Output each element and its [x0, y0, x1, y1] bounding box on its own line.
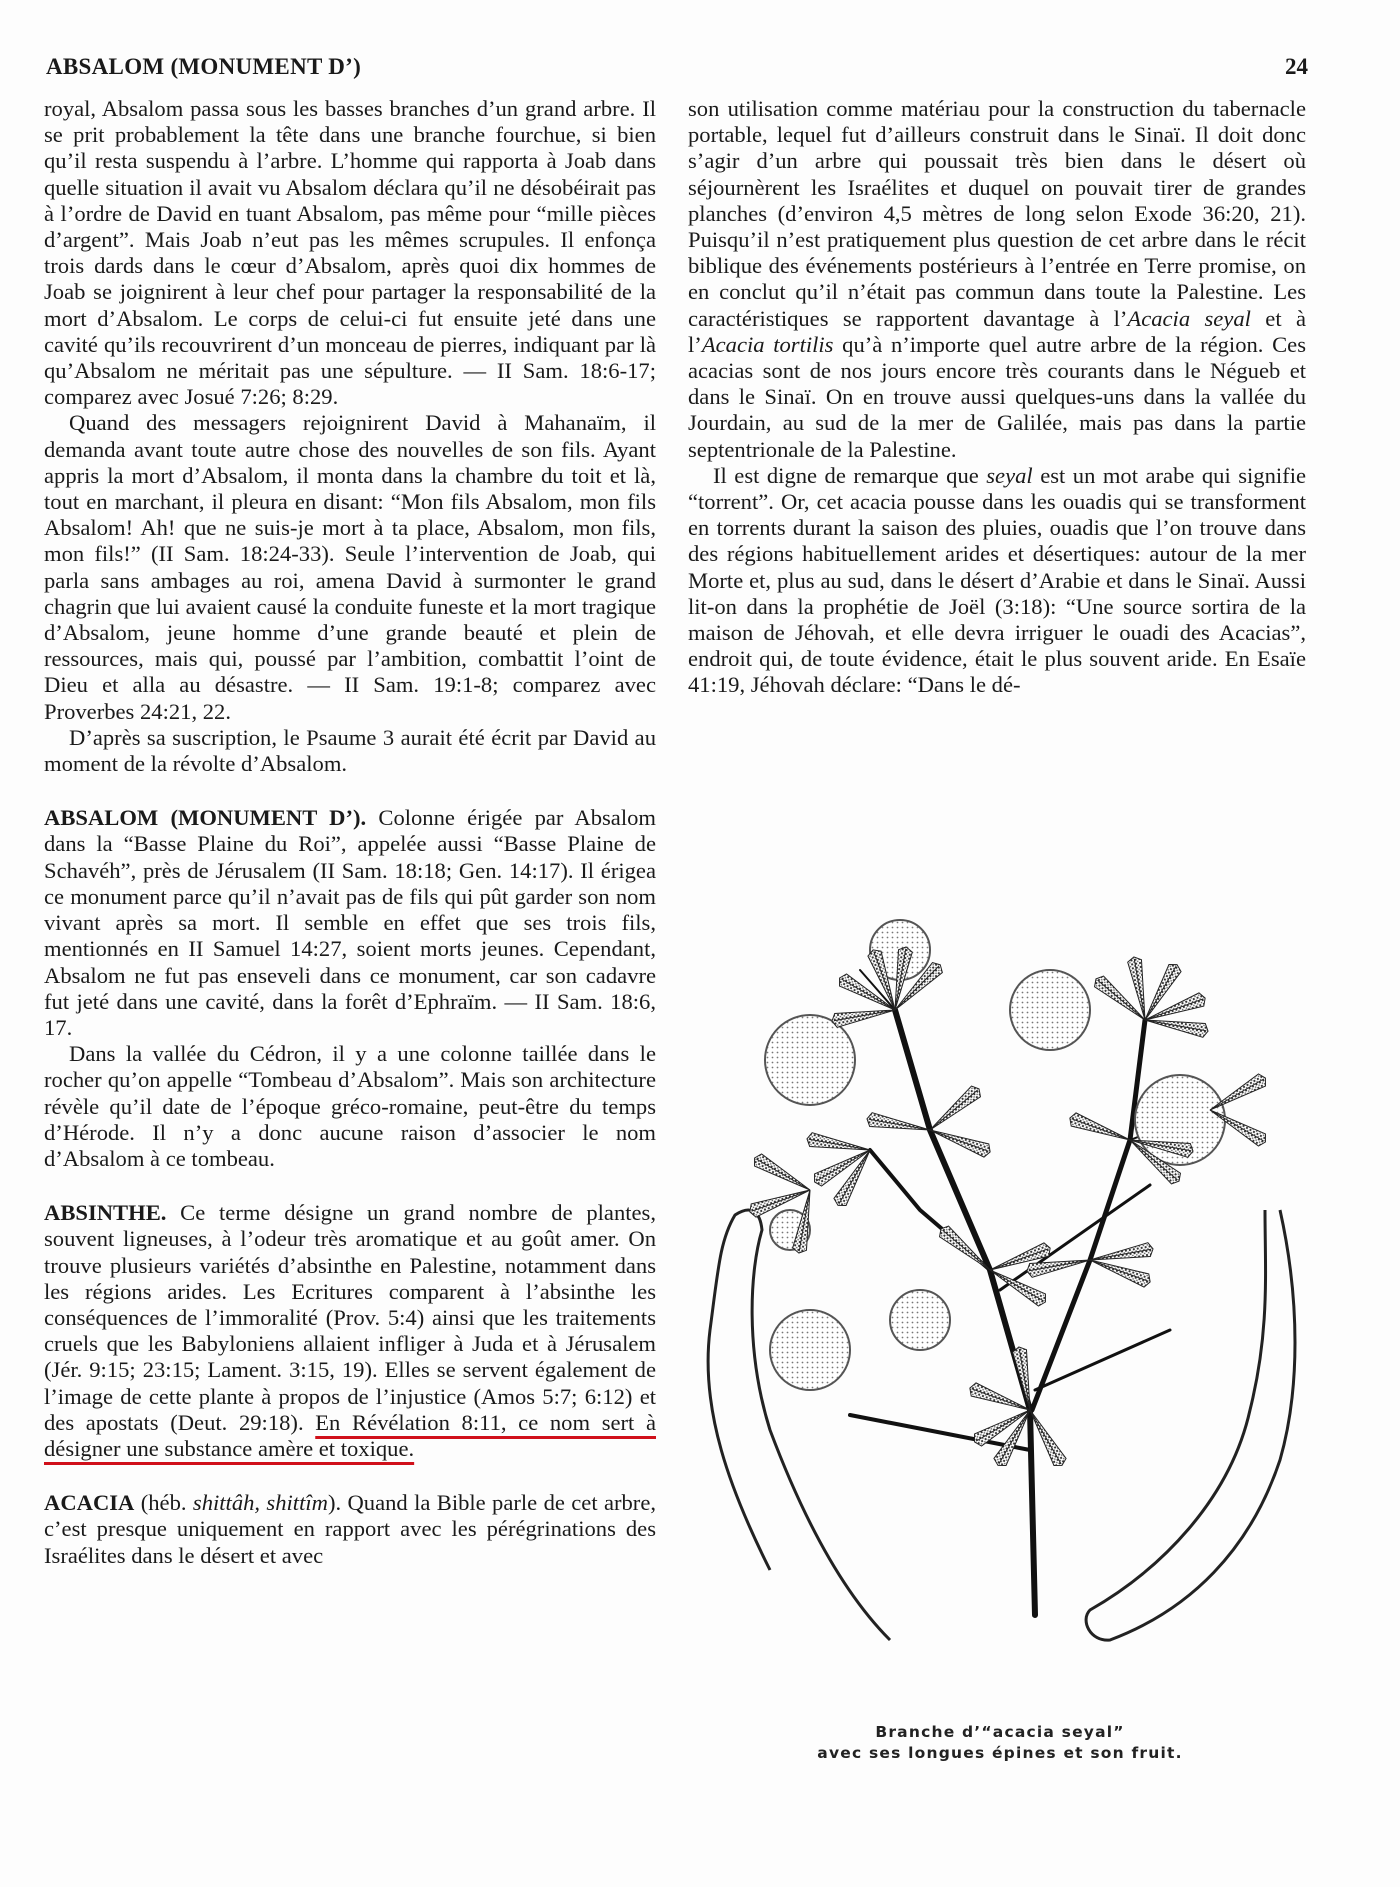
flower-heads — [765, 920, 1225, 1390]
highlighted-passage: En Révélation 8:11, ce nom sert à désigner une substance amère et toxique. — [44, 1409, 656, 1461]
species-name: Acacia tortilis — [701, 331, 834, 357]
entry-text: Colonne érigée par Absalom dans la “Basse Plaine du Roi”, appelée aussi “Basse Plaine de Schavéh”, près de Jérusalem (II Sam. 18:18; Gen. 14:17). Il érigea ce monument parce qu’il n’avait pas de fils qui pût garder son nom vivant après sa mort. Il semble en effet que ses trois fils, mentionnés en II Samuel 14:27, soient morts jeunes. Cependant, Absalom ne fut pas enseveli dans ce monument, car son cadavre fut jeté dans une cavité, dans la forêt d’Ephraïm. — II Sam. 18:6, 17. — [44, 805, 656, 1040]
entry-text: Ce terme désigne un grand nombre de plantes, souvent ligneuses, à l’odeur très aromatique et au goût amer. On trouve plusieurs variétés d’absinthe en Palestine, notamment dans les régions arides. Les Ecritures comparent à l’absinthe les conséquences de l’immoralité (Prov. 5:4) ainsi que les traitements cruels que les Babyloniens allaient infliger à Juda et à Jérusalem (Jér. 9:15; 23:15; Lament. 3:15, 19). Elles se servent également de l’image de cette plante à propos de l’injustice (Amos 5:7; 6:12) et des apostats (Deut. 29:18). — [44, 1200, 656, 1435]
caption-line: Branche d’“acacia seyal” — [875, 1723, 1125, 1741]
arabic-term: seyal — [986, 462, 1033, 488]
right-column — [688, 96, 1306, 699]
seed-pod-right — [1086, 1210, 1295, 1640]
headword: ABSALOM (MONUMENT D’). — [44, 805, 367, 831]
entry-text: (héb. — [134, 1490, 193, 1516]
acacia-branch-drawing — [690, 850, 1310, 1690]
hebrew-term: shittâh, shittîm — [192, 1490, 328, 1516]
entry-text: ). Quand la Bible parle de cet arbre, c’est presque uniquement en rapport avec les pérégrinations des Israélites dans le désert et avec — [44, 1490, 657, 1568]
text: qu’à n’importe quel autre arbre de la région. Ces acacias sont de nos jours encore très courants dans le Négueb et dans le Sinaï. On en trouve aussi quelques-uns dans la vallée du Jourdain, au sud de la mer de Galilée, mais pas dans la partie septentrionale de la Palestine. — [688, 331, 1307, 462]
text: est un mot arabe qui signifie “torrent”. Or, cet acacia pousse dans les ouadis qui se transforment en torrents durant la saison des pluies, ouadis que l’on trouve dans des régions habituellement arides et désertiques: autour de la mer Morte et, plus au sud, dans le désert d’Arabie et dans le Sinaï. Aussi lit-on dans la prophétie de Joël (3:18): “Une source sortira de la maison de Jéhovah, et elle devra irriguer le ouadi des Acacias”, endroit qui, de toute évidence, était le plus souvent aride. En Esaïe 41:19, Jéhovah déclare: “Dans le dé- — [688, 462, 1307, 698]
seed-pod-left — [708, 1210, 890, 1640]
running-head: ABSALOM (MONUMENT D’) — [46, 54, 362, 79]
entry-absinthe — [44, 1200, 656, 1462]
headword: ACACIA — [44, 1490, 135, 1516]
acacia-illustration — [690, 850, 1310, 1690]
text: Il est digne de remarque que — [713, 462, 987, 488]
paragraph — [688, 463, 1306, 699]
species-name: Acacia seyal — [1127, 305, 1251, 331]
text: et à l’ — [688, 305, 1306, 357]
figure-caption — [700, 1722, 1300, 1764]
entry-absalom-monument — [44, 805, 656, 1041]
paragraph: D’après sa suscription, le Psaume 3 aurait été écrit par David au moment de la révolte d’Absalom. — [44, 724, 656, 777]
text: son utilisation comme matériau pour la construction du tabernacle portable, lequel fut d’ailleurs construit dans le Sinaï. Il doit donc s’agir d’un arbre qui poussait très bien dans le désert où séjournèrent les Israélites et duquel on pouvait tirer de grandes planches (d’environ 4,5 mètres de long selon Exode 36:20, 21). Puisqu’il n’est pratiquement plus question de cet arbre dans le récit biblique des événements postérieurs à l’entrée en Terre promise, on en conclut qu’il n’était pas commun dans toute la Palestine. Les caractéristiques se rapportent davantage à l’ — [688, 96, 1306, 331]
paragraph: Dans la vallée du Cédron, il y a une colonne taillée dans le rocher qu’on appelle “Tombeau d’Absalom”. Mais son architecture révèle qu’il date de l’époque gréco-romaine, peut-être du temps d’Hérode. Il n’y a donc aucune raison d’associer le nom d’Absalom à ce tombeau. — [44, 1041, 656, 1171]
paragraph: Quand des messagers rejoignirent David à Mahanaïm, il demanda avant toute autre chose des nouvelles de son fils. Ayant appris la mort d’Absalom, il monta dans la chambre du toit et là, tout en marchant, il pleura en disant: “Mon fils Absalom, mon fils Absalom! Ah! que ne suis-je mort à ta place, Absalom, mon fils, mon fils!” (II Sam. 18:24-33). Seule l’intervention de Joab, qui parla sans ambages au roi, amena David à surmonter le grand chagrin que lui avaient causé la conduite funeste et la mort tragique d’Absalom, jeune homme d’une grande beauté et plein de ressources, mais qui, poussé par l’ambition, combattit l’oint de Dieu et alla au désastre. — II Sam. 19:1-8; comparez avec Proverbes 24:21, 22. — [44, 410, 656, 724]
caption-line: avec ses longues épines et son fruit. — [817, 1744, 1183, 1762]
left-column — [44, 96, 656, 1569]
paragraph — [688, 96, 1306, 463]
page-number: 24 — [1285, 54, 1308, 79]
paragraph: royal, Absalom passa sous les basses branches d’un grand arbre. Il se prit probablement la tête dans une branche fourchue, si bien qu’il resta suspendu à l’arbre. L’homme qui rapporta à Joab dans quelle situation il avait vu Absalom déclara qu’il ne désobéirait pas à l’ordre de David en tuant Absalom, pas même pour “mille pièces d’argent”. Mais Joab n’eut pas les mêmes scrupules. Il enfonça trois dards dans le cœur d’Absalom, après quoi dix hommes de Joab se joignirent à leur chef pour partager la responsabilité de la mort d’Absalom. Le corps de celui-ci fut ensuite jeté dans une cavité qu’ils recouvrirent d’un monceau de pierres, indiquant par là qu’Absalom ne méritait pas une sépulture. — II Sam. 18:6-17; comparez avec Josué 7:26; 8:29. — [44, 96, 656, 410]
headword: ABSINTHE. — [44, 1200, 167, 1226]
entry-acacia — [44, 1490, 656, 1569]
